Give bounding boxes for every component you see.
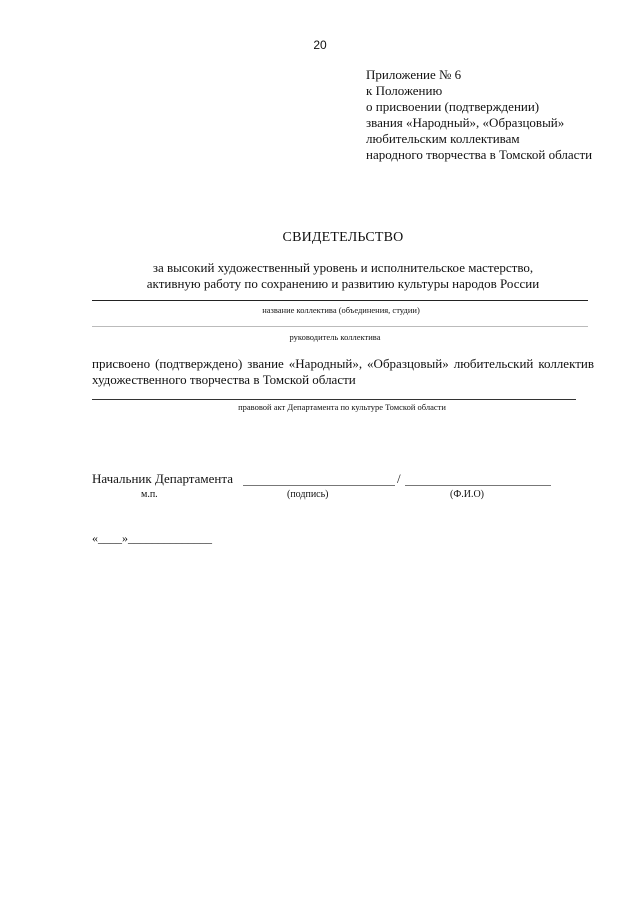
- position-title: Начальник Департамента: [92, 471, 233, 486]
- appendix-line: Приложение № 6: [366, 67, 462, 82]
- date-open-quote: «: [92, 531, 98, 545]
- appendix-header: [366, 67, 592, 163]
- date-day-blank: ____: [98, 531, 122, 545]
- legal-act-line: [92, 399, 576, 400]
- fio-blank: [405, 471, 551, 486]
- fio-label: (Ф.И.О): [450, 489, 485, 500]
- signature-label: (подпись): [287, 489, 329, 500]
- subtitle-line-2: активную работу по сохранению и развитию культуры народов России: [146, 276, 540, 291]
- appendix-line: к Положению: [366, 83, 443, 98]
- signature-separator: /: [397, 471, 401, 486]
- date-close-quote: »: [122, 531, 128, 545]
- date-line: [92, 531, 212, 546]
- award-paragraph: присвоено (подтверждено) звание «Народный», «Образцовый» любительский коллектив художественного творчества в Томской области: [92, 356, 594, 387]
- document-subtitle: [0, 260, 640, 292]
- signature-blank: [243, 471, 395, 486]
- page-number: 20: [313, 38, 327, 52]
- appendix-line: народного творчества в Томской области: [366, 147, 593, 162]
- leader-line: [92, 326, 588, 327]
- stamp-label: м.п.: [141, 489, 158, 500]
- appendix-line: о присвоении (подтверждении): [366, 99, 540, 114]
- appendix-line: звания «Народный», «Образцовый»: [366, 115, 565, 130]
- collective-name-caption: название коллектива (объединения, студии): [262, 305, 420, 315]
- date-month-blank: ______________: [128, 531, 212, 545]
- collective-name-line: [92, 300, 588, 301]
- legal-act-caption: правовой акт Департамента по культуре Томской области: [238, 402, 446, 412]
- document-title: СВИДЕТЕЛЬСТВО: [282, 230, 404, 245]
- leader-caption: руководитель коллектива: [289, 332, 381, 342]
- subtitle-line-1: за высокий художественный уровень и исполнительское мастерство,: [152, 260, 534, 275]
- appendix-line: любительским коллективам: [366, 131, 520, 146]
